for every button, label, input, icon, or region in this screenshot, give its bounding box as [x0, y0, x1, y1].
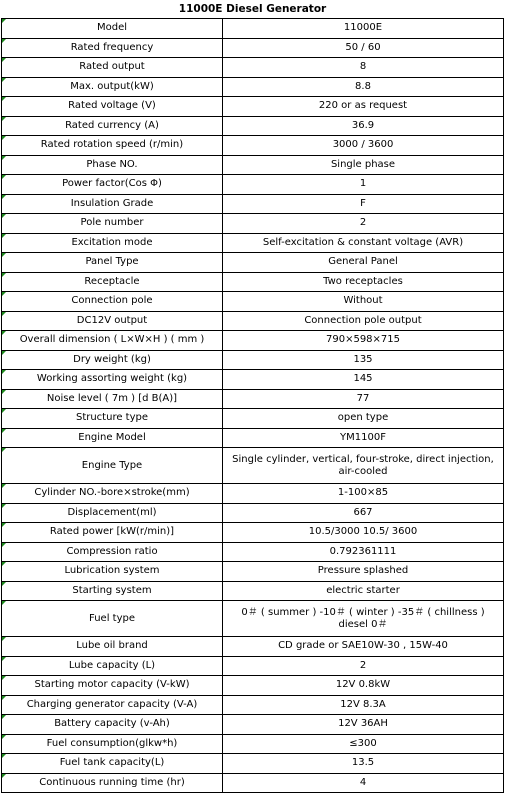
spec-label: Power factor(Cos Φ) [2, 175, 223, 195]
table-row [2, 523, 504, 543]
table-row [2, 428, 504, 448]
spec-value: 667 [223, 503, 504, 523]
spec-value: 12V 0.8kW [223, 676, 504, 696]
table-row [2, 370, 504, 390]
table-row [2, 734, 504, 754]
table-row [2, 350, 504, 370]
spec-label: Starting system [2, 581, 223, 601]
spec-value: 145 [223, 370, 504, 390]
spec-value: 12V 8.3A [223, 695, 504, 715]
spec-value: 8 [223, 58, 504, 78]
spec-value: 8.8 [223, 77, 504, 97]
spec-label: Fuel consumption(glkw*h) [2, 734, 223, 754]
spec-value: 1 [223, 175, 504, 195]
spec-value: 220 or as request [223, 97, 504, 117]
table-row [2, 409, 504, 429]
spec-value: Single phase [223, 155, 504, 175]
spec-label: Lubrication system [2, 562, 223, 582]
table-row [2, 58, 504, 78]
spec-value: CD grade or SAE10W-30 , 15W-40 [223, 637, 504, 657]
spec-value: Pressure splashed [223, 562, 504, 582]
spec-label: Panel Type [2, 253, 223, 273]
table-row [2, 542, 504, 562]
table-row [2, 484, 504, 504]
table-row [2, 331, 504, 351]
spec-value: Connection pole output [223, 311, 504, 331]
spec-value: 11000E [223, 19, 504, 39]
table-row [2, 448, 504, 484]
table-row [2, 116, 504, 136]
spec-label: Rated power [kW(r/min)] [2, 523, 223, 543]
spec-value: General Panel [223, 253, 504, 273]
table-row [2, 194, 504, 214]
table-row [2, 715, 504, 735]
spec-value: 0＃ ( summer ) -10＃ ( winter ) -35＃ ( chillness ) diesel 0＃ [223, 601, 504, 637]
table-row [2, 656, 504, 676]
spec-label: Working assorting weight (kg) [2, 370, 223, 390]
spec-label: Battery capacity (v-Ah) [2, 715, 223, 735]
spec-value: 790×598×715 [223, 331, 504, 351]
spec-label: Rated currency (A) [2, 116, 223, 136]
spec-label: Excitation mode [2, 233, 223, 253]
spec-value: Two receptacles [223, 272, 504, 292]
table-row [2, 773, 504, 793]
spec-value: Single cylinder, vertical, four-stroke, direct injection, air-cooled [223, 448, 504, 484]
spec-label: Insulation Grade [2, 194, 223, 214]
spec-label: Fuel tank capacity(L) [2, 754, 223, 774]
table-row [2, 136, 504, 156]
table-row [2, 19, 504, 39]
spec-label: DC12V output [2, 311, 223, 331]
page-title: 11000E Diesel Generator [178, 3, 327, 15]
spec-label: Phase NO. [2, 155, 223, 175]
spec-value: 10.5/3000 10.5/ 3600 [223, 523, 504, 543]
table-row [2, 676, 504, 696]
spec-label: Dry weight (kg) [2, 350, 223, 370]
table-row [2, 311, 504, 331]
spec-label: Noise level ( 7m ) [d B(A)] [2, 389, 223, 409]
spec-value: ≤300 [223, 734, 504, 754]
spec-label: Charging generator capacity (V-A) [2, 695, 223, 715]
table-row [2, 695, 504, 715]
table-row [2, 77, 504, 97]
table-row [2, 253, 504, 273]
spec-value: Self-excitation & constant voltage (AVR) [223, 233, 504, 253]
table-row [2, 272, 504, 292]
table-row [2, 389, 504, 409]
spec-value: 3000 / 3600 [223, 136, 504, 156]
table-row [2, 38, 504, 58]
spec-value: 0.792361111 [223, 542, 504, 562]
spec-label: Rated rotation speed (r/min) [2, 136, 223, 156]
spec-label: Lube capacity (L) [2, 656, 223, 676]
table-row [2, 754, 504, 774]
spec-value: 2 [223, 656, 504, 676]
table-row [2, 601, 504, 637]
table-row [2, 214, 504, 234]
spec-table [1, 18, 504, 793]
spec-label: Rated voltage (V) [2, 97, 223, 117]
table-row [2, 581, 504, 601]
spec-value: 77 [223, 389, 504, 409]
spec-label: Lube oil brand [2, 637, 223, 657]
spec-value: 12V 36AH [223, 715, 504, 735]
spec-value: electric starter [223, 581, 504, 601]
spec-label: Fuel type [2, 601, 223, 637]
spec-label: Continuous running time (hr) [2, 773, 223, 793]
table-row [2, 503, 504, 523]
spec-label: Cylinder NO.-bore×stroke(mm) [2, 484, 223, 504]
spec-label: Pole number [2, 214, 223, 234]
spec-value: 13.5 [223, 754, 504, 774]
spec-value: open type [223, 409, 504, 429]
table-row [2, 155, 504, 175]
spec-label: Engine Model [2, 428, 223, 448]
spec-label: Receptacle [2, 272, 223, 292]
spec-label: Rated frequency [2, 38, 223, 58]
table-row [2, 292, 504, 312]
spec-value: 4 [223, 773, 504, 793]
spec-label: Compression ratio [2, 542, 223, 562]
spec-label: Structure type [2, 409, 223, 429]
spec-label: Connection pole [2, 292, 223, 312]
spec-value: 2 [223, 214, 504, 234]
spec-value: Without [223, 292, 504, 312]
spec-value: YM1100F [223, 428, 504, 448]
spec-value: F [223, 194, 504, 214]
table-row [2, 175, 504, 195]
spec-value: 36.9 [223, 116, 504, 136]
table-row [2, 637, 504, 657]
table-row [2, 233, 504, 253]
spec-label: Overall dimension ( L×W×H ) ( mm ) [2, 331, 223, 351]
table-row [2, 97, 504, 117]
spec-value: 50 / 60 [223, 38, 504, 58]
spec-label: Displacement(ml) [2, 503, 223, 523]
spec-label: Max. output(kW) [2, 77, 223, 97]
spec-value: 1-100×85 [223, 484, 504, 504]
spec-label: Rated output [2, 58, 223, 78]
spec-value: 135 [223, 350, 504, 370]
spec-label: Starting motor capacity (V-kW) [2, 676, 223, 696]
spec-label: Model [2, 19, 223, 39]
spec-label: Engine Type [2, 448, 223, 484]
table-row [2, 562, 504, 582]
